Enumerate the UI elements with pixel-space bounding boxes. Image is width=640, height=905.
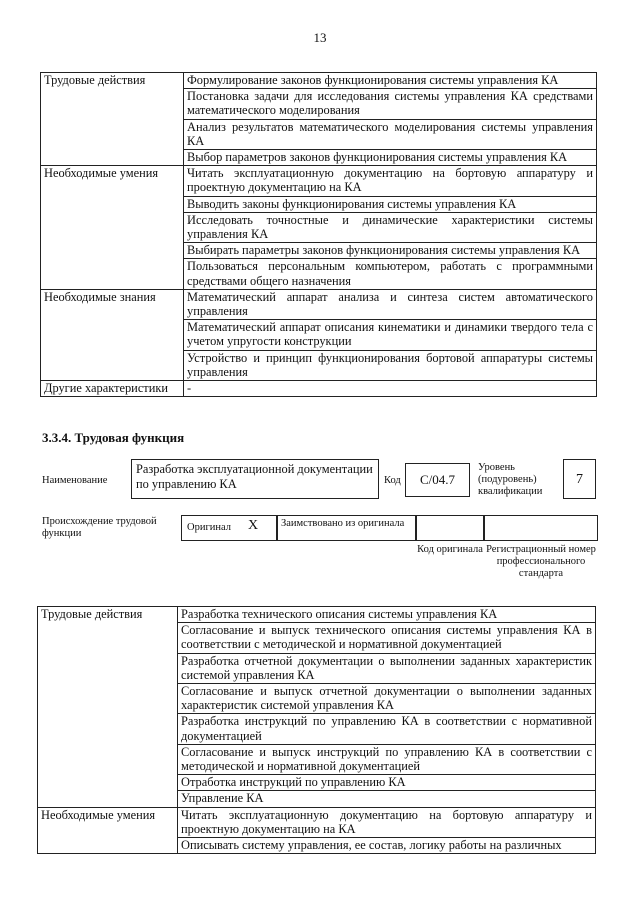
item-cell: Описывать систему управления, ее состав, логику работы на различных bbox=[178, 838, 596, 854]
category-cell: Необходимые знания bbox=[41, 289, 184, 380]
item-cell: Выбирать параметры законов функционирования системы управления КА bbox=[184, 243, 597, 259]
table-row bbox=[41, 73, 597, 89]
category-cell: Трудовые действия bbox=[41, 73, 184, 166]
item-cell: Формулирование законов функционирования системы управления КА bbox=[184, 73, 597, 89]
item-cell: Математический аппарат описания кинематики и динамики твердого тела с учетом упругости конструкции bbox=[184, 320, 597, 350]
item-cell: - bbox=[184, 381, 597, 397]
name-label: Наименование bbox=[42, 475, 108, 486]
code-original-cell bbox=[416, 515, 484, 541]
borrowed-box: Заимствовано из оригинала bbox=[277, 515, 416, 541]
reg-number-label: Регистрационный номер профессионального стандарта bbox=[486, 544, 596, 579]
requirements-table-1 bbox=[40, 72, 597, 397]
table-row bbox=[41, 289, 597, 319]
item-cell: Пользоваться персональным компьютером, работать с программными средствами общего назначения bbox=[184, 259, 597, 289]
qualification-level-box: 7 bbox=[563, 459, 596, 499]
function-code-box: C/04.7 bbox=[405, 463, 470, 497]
item-cell: Разработка инструкций по управлению КА в соответствии с нормативной документацией bbox=[178, 714, 596, 744]
category-cell: Другие характеристики bbox=[41, 381, 184, 397]
original-label: Оригинал bbox=[187, 522, 231, 533]
table-row bbox=[38, 607, 596, 623]
item-cell: Устройство и принцип функционирования бортовой аппаратуры системы управления bbox=[184, 350, 597, 380]
item-cell: Согласование и выпуск отчетной документации о выполнении заданных характеристик системой управления КА bbox=[178, 684, 596, 714]
category-cell: Необходимые умения bbox=[41, 166, 184, 290]
item-cell: Анализ результатов математического моделирования системы управления КА bbox=[184, 119, 597, 149]
item-cell: Исследовать точностные и динамические характеристики системы управления КА bbox=[184, 212, 597, 242]
level-label: Уровень (подуровень) квалификации bbox=[478, 462, 543, 497]
origin-label: Происхождение трудовой функции bbox=[42, 516, 157, 539]
item-cell: Математический аппарат анализа и синтеза систем автоматического управления bbox=[184, 289, 597, 319]
item-cell: Согласование и выпуск технического описания системы управления КА в соответствии с методической и нормативной документацией bbox=[178, 623, 596, 653]
function-name-box: Разработка эксплуатационной документации по управлению КА bbox=[131, 459, 379, 499]
category-cell: Трудовые действия bbox=[38, 607, 178, 808]
category-cell: Необходимые умения bbox=[38, 807, 178, 854]
reg-number-cell bbox=[484, 515, 598, 541]
section-heading: 3.3.4. Трудовая функция bbox=[42, 430, 185, 445]
item-cell: Управление КА bbox=[178, 791, 596, 807]
code-original-label: Код оригинала bbox=[417, 544, 483, 555]
original-mark: X bbox=[248, 518, 259, 533]
item-cell: Согласование и выпуск инструкций по управлению КА в соответствии с методической и нормативной документацией bbox=[178, 744, 596, 774]
item-cell: Разработка отчетной документации о выполнении заданных характеристик системой управления КА bbox=[178, 653, 596, 683]
item-cell: Выводить законы функционирования системы управления КА bbox=[184, 196, 597, 212]
item-cell: Выбор параметров законов функционирования системы управления КА bbox=[184, 150, 597, 166]
requirements-table-2 bbox=[37, 606, 596, 854]
item-cell: Постановка задачи для исследования системы управления КА средствами математического моделирования bbox=[184, 89, 597, 119]
item-cell: Разработка технического описания системы управления КА bbox=[178, 607, 596, 623]
item-cell: Отработка инструкций по управлению КА bbox=[178, 775, 596, 791]
table-row bbox=[38, 807, 596, 837]
page-number: 13 bbox=[313, 30, 327, 45]
table-row bbox=[41, 381, 597, 397]
code-label: Код bbox=[384, 475, 401, 486]
table-row bbox=[41, 166, 597, 196]
item-cell: Читать эксплуатационную документацию на бортовую аппаратуру и проектную документацию на КА bbox=[178, 807, 596, 837]
item-cell: Читать эксплуатационную документацию на бортовую аппаратуру и проектную документацию на КА bbox=[184, 166, 597, 196]
